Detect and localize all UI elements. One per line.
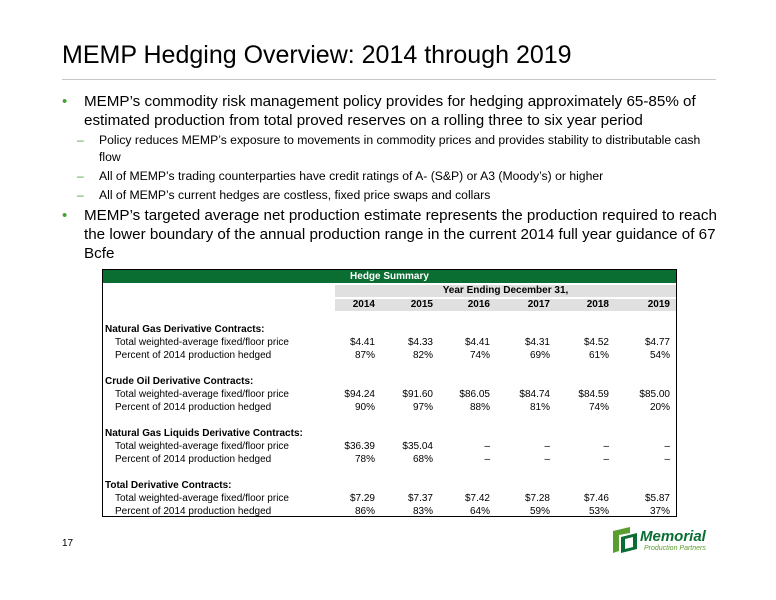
table-cell: $4.41: [349, 337, 375, 348]
bullet-1-text: MEMP’s commodity risk management policy provides for hedging approximately 65-85% of estimated production from total proved reserves on a rolling three to six year period: [84, 93, 696, 129]
table-cell: 20%: [649, 402, 670, 413]
bullet-1: [62, 92, 722, 130]
table-cell: 54%: [649, 350, 670, 361]
table-cell: $4.52: [583, 337, 609, 348]
year-header: 2014: [352, 299, 375, 310]
table-cell: 69%: [529, 350, 550, 361]
page-number: 17: [62, 538, 74, 549]
table-cell: 81%: [529, 402, 550, 413]
table-cell: 59%: [529, 506, 550, 517]
table-cell: $4.77: [644, 337, 670, 348]
row-label: Percent of 2014 production hedged: [115, 402, 272, 413]
sub-bullet: [62, 187, 722, 204]
table-cell: $85.00: [639, 389, 670, 400]
table-cell: $91.60: [402, 389, 433, 400]
table-cell: 86%: [354, 506, 375, 517]
table-cell: 87%: [354, 350, 375, 361]
table-cell: 82%: [412, 350, 433, 361]
sub-bullet-text: All of MEMP’s current hedges are costless, fixed price swaps and collars: [99, 188, 491, 202]
table-cell: $4.41: [464, 337, 490, 348]
years-header: [335, 299, 676, 311]
bullet-list: [62, 92, 722, 263]
section-label: Total Derivative Contracts:: [105, 480, 232, 491]
table-cell: $7.42: [464, 493, 490, 504]
row-label: Total weighted-average fixed/floor price: [115, 337, 289, 348]
table-cell: 97%: [412, 402, 433, 413]
table-cell: $7.29: [349, 493, 375, 504]
bullet-2: [62, 206, 722, 263]
table-cell: $86.05: [459, 389, 490, 400]
table-cell: 64%: [469, 506, 490, 517]
table-cell: $36.39: [344, 441, 375, 452]
row-label: Total weighted-average fixed/floor price: [115, 441, 289, 452]
bullet-2-text: MEMP’s targeted average net production estimate represents the production required to reach the lower boundary of the annual production range in the current 2014 full year guidance of 67 Bcfe: [84, 207, 717, 262]
logo-tagline: Production Partners: [644, 545, 706, 552]
table-cell: 53%: [588, 506, 609, 517]
sub-bullet-text: Policy reduces MEMP’s exposure to movements in commodity prices and provides stability to distributable cash flow: [99, 133, 701, 164]
table-cell: $5.87: [644, 493, 670, 504]
sub-bullet-text: All of MEMP’s trading counterparties have credit ratings of A- (S&P) or A3 (Moody’s) or higher: [99, 169, 604, 183]
row-label: Percent of 2014 production hedged: [115, 350, 272, 361]
bullet-dot-icon: •: [62, 93, 68, 110]
table-cell: –: [484, 454, 490, 465]
year-header: 2015: [410, 299, 433, 310]
row-label: Total weighted-average fixed/floor price: [115, 493, 289, 504]
table-cell: $35.04: [402, 441, 433, 452]
table-cell: –: [603, 454, 609, 465]
dash-icon: –: [77, 133, 84, 147]
dash-icon: –: [77, 188, 84, 202]
table-cell: $7.37: [407, 493, 433, 504]
bullet-dot-icon: •: [62, 207, 68, 224]
table-cell: 61%: [588, 350, 609, 361]
row-label: Percent of 2014 production hedged: [115, 506, 272, 517]
table-cell: $84.74: [519, 389, 550, 400]
year-header: 2018: [586, 299, 609, 310]
logo-wordmark: Memorial: [640, 528, 706, 545]
year-header: 2017: [527, 299, 550, 310]
sub-bullet: [62, 168, 722, 185]
table-cell: –: [544, 454, 550, 465]
title-rule: [62, 79, 716, 80]
table-cell: –: [603, 441, 609, 452]
table-cell: 90%: [354, 402, 375, 413]
table-cell: –: [484, 441, 490, 452]
table-cell: 74%: [469, 350, 490, 361]
memorial-logo-mark-icon: [610, 527, 640, 555]
table-cell: $7.28: [524, 493, 550, 504]
year-header: 2016: [467, 299, 490, 310]
year-header: 2019: [647, 299, 670, 310]
table-cell: 74%: [588, 402, 609, 413]
table-cell: $84.59: [578, 389, 609, 400]
section-label: Natural Gas Liquids Derivative Contracts:: [105, 428, 303, 439]
dash-icon: –: [77, 169, 84, 183]
table-cell: –: [664, 441, 670, 452]
table-cell: 37%: [649, 506, 670, 517]
table-cell: –: [664, 454, 670, 465]
table-cell: 83%: [412, 506, 433, 517]
row-label: Percent of 2014 production hedged: [115, 454, 272, 465]
company-logo: [610, 527, 718, 555]
period-header: Year Ending December 31,: [335, 285, 676, 297]
table-title: Hedge Summary: [103, 270, 676, 283]
row-label: Total weighted-average fixed/floor price: [115, 389, 289, 400]
section-label: Crude Oil Derivative Contracts:: [105, 376, 254, 387]
table-cell: $4.33: [407, 337, 433, 348]
table-cell: $94.24: [344, 389, 375, 400]
table-cell: 88%: [469, 402, 490, 413]
table-cell: –: [544, 441, 550, 452]
sub-bullet: [62, 132, 722, 166]
table-cell: 68%: [412, 454, 433, 465]
table-cell: 78%: [354, 454, 375, 465]
table-cell: $7.46: [583, 493, 609, 504]
section-label: Natural Gas Derivative Contracts:: [105, 324, 265, 335]
hedge-summary-table: [102, 269, 677, 517]
slide-title: MEMP Hedging Overview: 2014 through 2019: [62, 41, 572, 69]
table-cell: $4.31: [524, 337, 550, 348]
